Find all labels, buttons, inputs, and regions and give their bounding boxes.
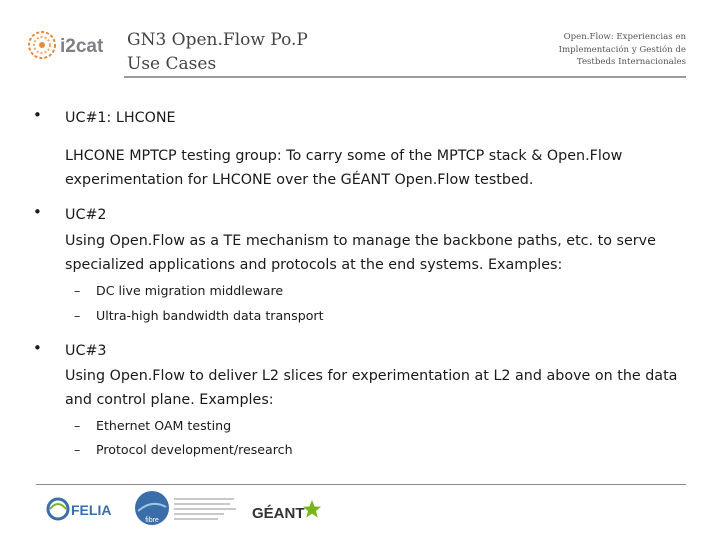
fibre-logo: [134, 489, 244, 527]
fibre-logo-text: fibre: [145, 517, 159, 524]
i2cat-logo: [26, 28, 124, 62]
dash-icon: –: [74, 418, 81, 433]
felia-logo-text: FELIA: [71, 502, 112, 518]
geant-logo-text: GÉANT: [252, 505, 305, 522]
bullet-icon: •: [33, 203, 42, 221]
header-subtitle-line2: Implementación y Gestión de: [558, 44, 686, 55]
uc3-sub-item: – Protocol development/research: [74, 438, 293, 462]
slide-title: [127, 28, 387, 76]
i2cat-logo-text: i2cat: [60, 36, 104, 57]
felia-logo: [44, 494, 134, 524]
uc3-heading: UC#3: [65, 343, 107, 359]
header-subtitle: [486, 31, 686, 69]
bullet-icon: •: [33, 339, 42, 357]
uc2-text: Using Open.Flow as a TE mechanism to manage the backbone paths, etc. to serve specialized applications and protocols at the end systems. Examples:: [65, 233, 656, 273]
header-subtitle-line1: Open.Flow: Experiencias en: [563, 32, 686, 42]
footer-divider: [36, 484, 686, 485]
dash-icon: –: [74, 283, 81, 298]
dash-icon: –: [74, 308, 81, 323]
uc3-text: Using Open.Flow to deliver L2 slices for experimentation at L2 and above on the data and control plane. Examples:: [65, 368, 678, 408]
i2cat-swirl-icon: [29, 32, 55, 58]
uc1-text: LHCONE MPTCP testing group: To carry some of the MPTCP stack & Open.Flow experimentation for LHCONE over the GÉANT Open.Flow testbed.: [65, 148, 623, 188]
uc3-sub-item: – Ethernet OAM testing: [74, 414, 231, 438]
dash-icon: –: [74, 442, 81, 457]
felia-globe-icon: [48, 499, 68, 519]
uc1-heading: UC#1: LHCONE: [65, 110, 176, 126]
uc2-sub-item: – DC live migration middleware: [74, 279, 283, 303]
header-divider: [124, 76, 686, 78]
bullet-icon: •: [33, 106, 42, 124]
slide-title-line2: Use Cases: [127, 54, 217, 74]
uc2-heading: UC#2: [65, 207, 107, 223]
star-icon: [303, 500, 321, 518]
geant-logo: [252, 496, 324, 524]
header-subtitle-line3: Testbeds Internacionales: [576, 57, 686, 67]
uc2-sub-item: – Ultra-high bandwidth data transport: [74, 304, 324, 328]
slide-title-line1: GN3 Open.Flow Po.P: [127, 30, 308, 50]
